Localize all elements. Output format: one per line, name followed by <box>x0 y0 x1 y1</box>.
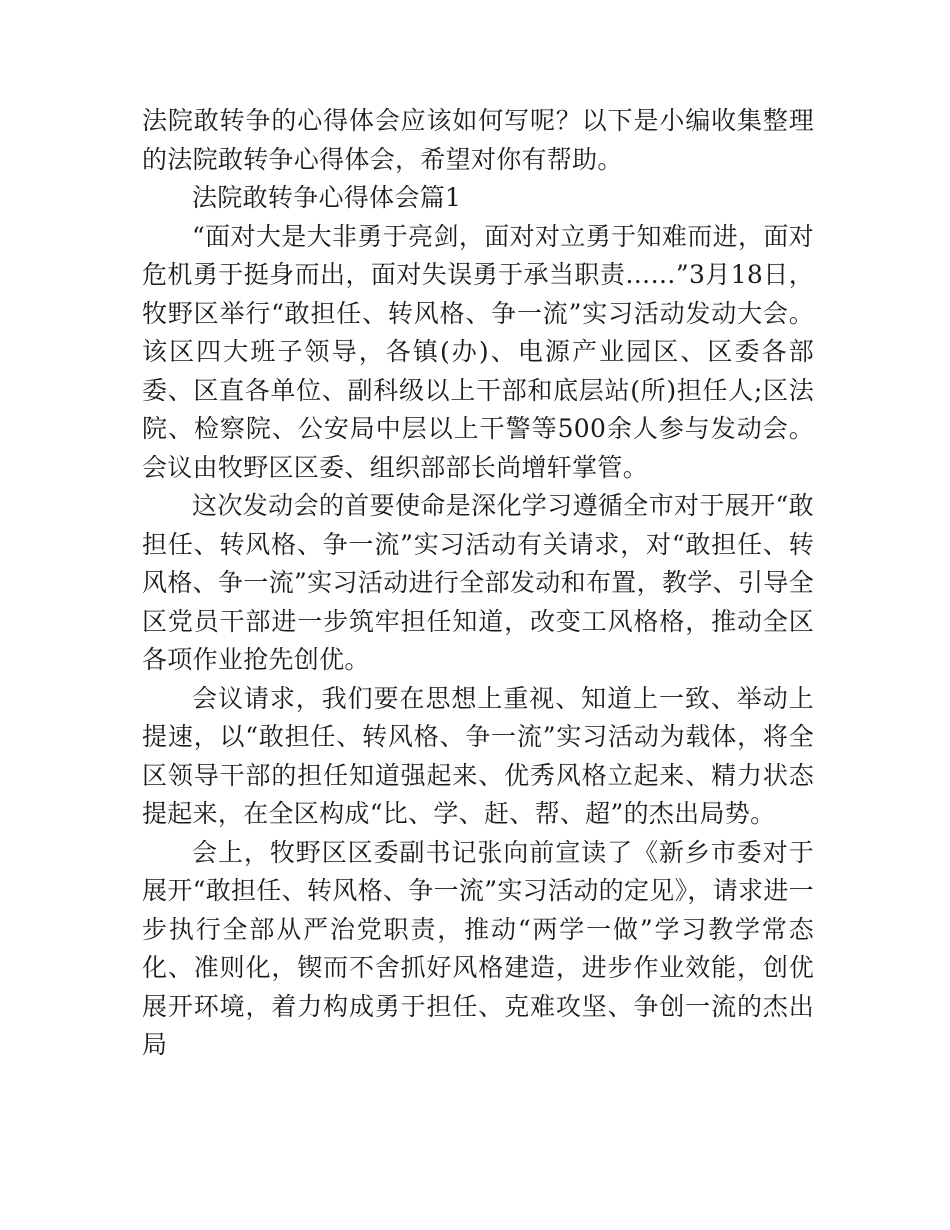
intro-paragraph: 法院敢转争的心得体会应该如何写呢？以下是小编收集整理的法院敢转争心得体会，希望对你有帮助。 <box>142 106 814 174</box>
section-heading: 法院敢转争心得体会篇1 <box>192 183 462 212</box>
body-paragraph-4: 会上，牧野区区委副书记张向前宣读了《新乡市委对于展开“敢担任、转风格、争一流”实习活动的定见》，请求进一步执行全部从严治党职责，推动“两学一做”学习教学常态化、准则化，锲而不舍抓好风格建造，进步作业效能，创优展开环境，着力构成勇于担任、克难攻坚、争创一流的杰出局 <box>142 837 814 1059</box>
document-body <box>142 102 814 1065</box>
body-paragraph-2: 这次发动会的首要使命是深化学习遵循全市对于展开“敢担任、转风格、争一流”实习活动有关请求，对“敢担任、转风格、争一流”实习活动进行全部发动和布置，教学、引导全区党员干部进一步筑牢担任知道，改变工风格格，推动全区各项作业抢先创优。 <box>142 491 814 674</box>
body-paragraph-3: 会议请求，我们要在思想上重视、知道上一致、举动上提速，以“敢担任、转风格、争一流”实习活动为载体，将全区领导干部的担任知道强起来、优秀风格立起来、精力状态提起来，在全区构成“比、学、赶、帮、超”的杰出局势。 <box>142 683 814 828</box>
body-paragraph-1: “面对大是大非勇于亮剑，面对对立勇于知难而进，面对危机勇于挺身而出，面对失误勇于承当职责……”3月18日，牧野区举行“敢担任、转风格、争一流”实习活动发动大会。该区四大班子领导，各镇(办)、电源产业园区、区委各部委、区直各单位、副科级以上干部和底层站(所)担任人;区法院、检察院、公安局中层以上干警等500余人参与发动会。会议由牧野区区委、组织部部长尚增轩掌管。 <box>142 221 814 482</box>
